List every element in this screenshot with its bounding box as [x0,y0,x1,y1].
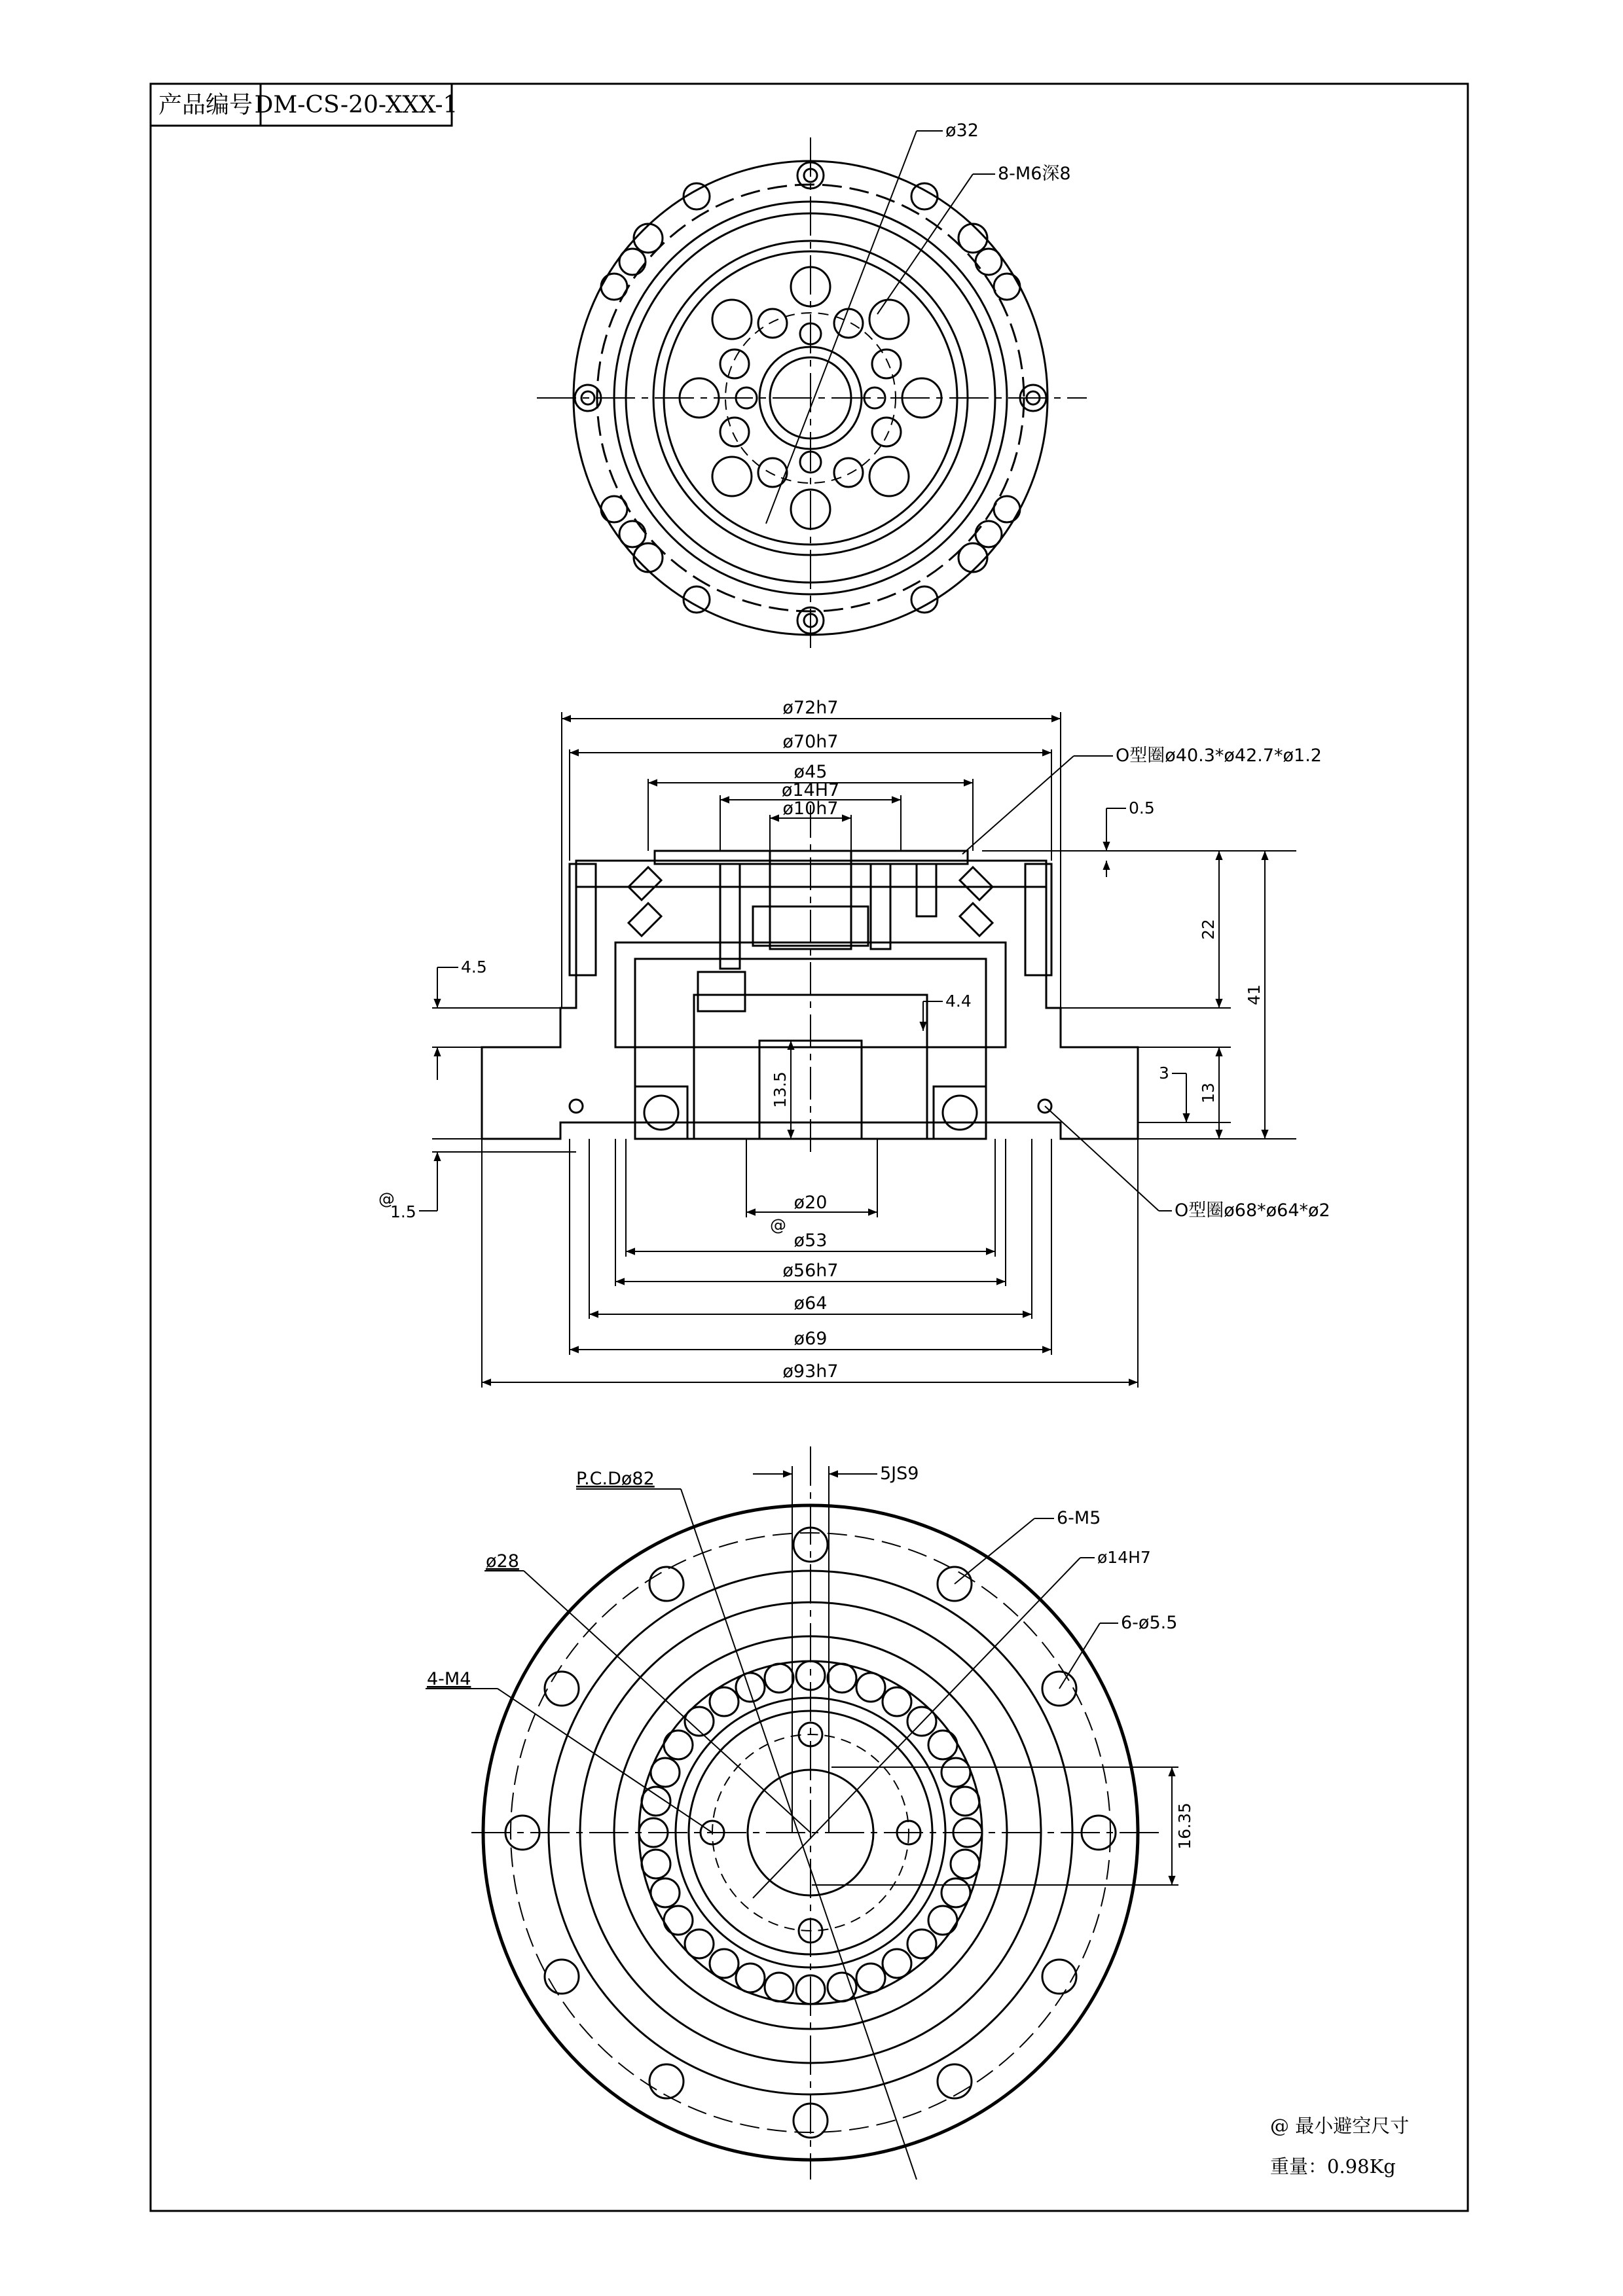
dim-13-5: 13.5 [771,1071,790,1108]
note-min-clearance: @ 最小避空尺寸 [1270,2115,1410,2137]
dim-d72: ø72h7 [782,698,839,718]
product-code: DM-CS-20-XXX-1 [254,92,458,118]
top-view [537,131,1087,655]
dim-0-5: 0.5 [1129,798,1155,817]
dim-center-diameter: ø32 [945,120,979,141]
dim-1-5: 1.5 [390,1202,416,1221]
dim-6-m5: 6-M5 [1057,1508,1101,1528]
dim-22: 22 [1199,919,1218,940]
dim-d20: ø20 [793,1193,828,1213]
dim-d14: ø14H7 [781,780,840,800]
at-mark-2: @ [770,1215,786,1234]
dim-bottom-d14: ø14H7 [1097,1548,1151,1567]
oring-top-label: O型圈ø40.3*ø42.7*ø1.2 [1116,745,1322,766]
dim-d28: ø28 [486,1551,519,1571]
dim-pcd: P.C.Dø82 [576,1469,655,1489]
bottom-view [426,1446,1178,2179]
dim-4-5: 4.5 [461,958,487,977]
dim-d93: ø93h7 [782,1361,839,1382]
dim-13: 13 [1199,1083,1218,1103]
title-label: 产品编号 [158,92,253,118]
dim-4-4: 4.4 [945,992,972,1011]
at-mark-1: @ [378,1189,395,1208]
dim-4-m4: 4-M4 [427,1669,471,1689]
dim-41: 41 [1245,984,1264,1005]
drawing-frame [151,84,1468,2211]
dim-16-35: 16.35 [1175,1803,1194,1850]
dim-d45: ø45 [793,762,828,782]
side-view [419,712,1296,1388]
dim-top-threads: 8-M6深8 [998,164,1071,184]
oring-bottom-label: O型圈ø68*ø64*ø2 [1175,1200,1330,1221]
dim-d53: ø53 [793,1230,828,1251]
dim-d64: ø64 [793,1293,828,1314]
title-block [151,84,458,126]
dim-keyway: 5JS9 [880,1463,919,1484]
dim-d70: ø70h7 [782,732,839,752]
dim-d69: ø69 [793,1329,828,1349]
dim-d10: ø10h7 [782,798,839,819]
dim-d56: ø56h7 [782,1261,839,1281]
dim-6-d5-5: 6-ø5.5 [1121,1613,1178,1633]
dim-3: 3 [1159,1064,1169,1083]
note-weight: 重量：0.98Kg [1270,2155,1396,2178]
